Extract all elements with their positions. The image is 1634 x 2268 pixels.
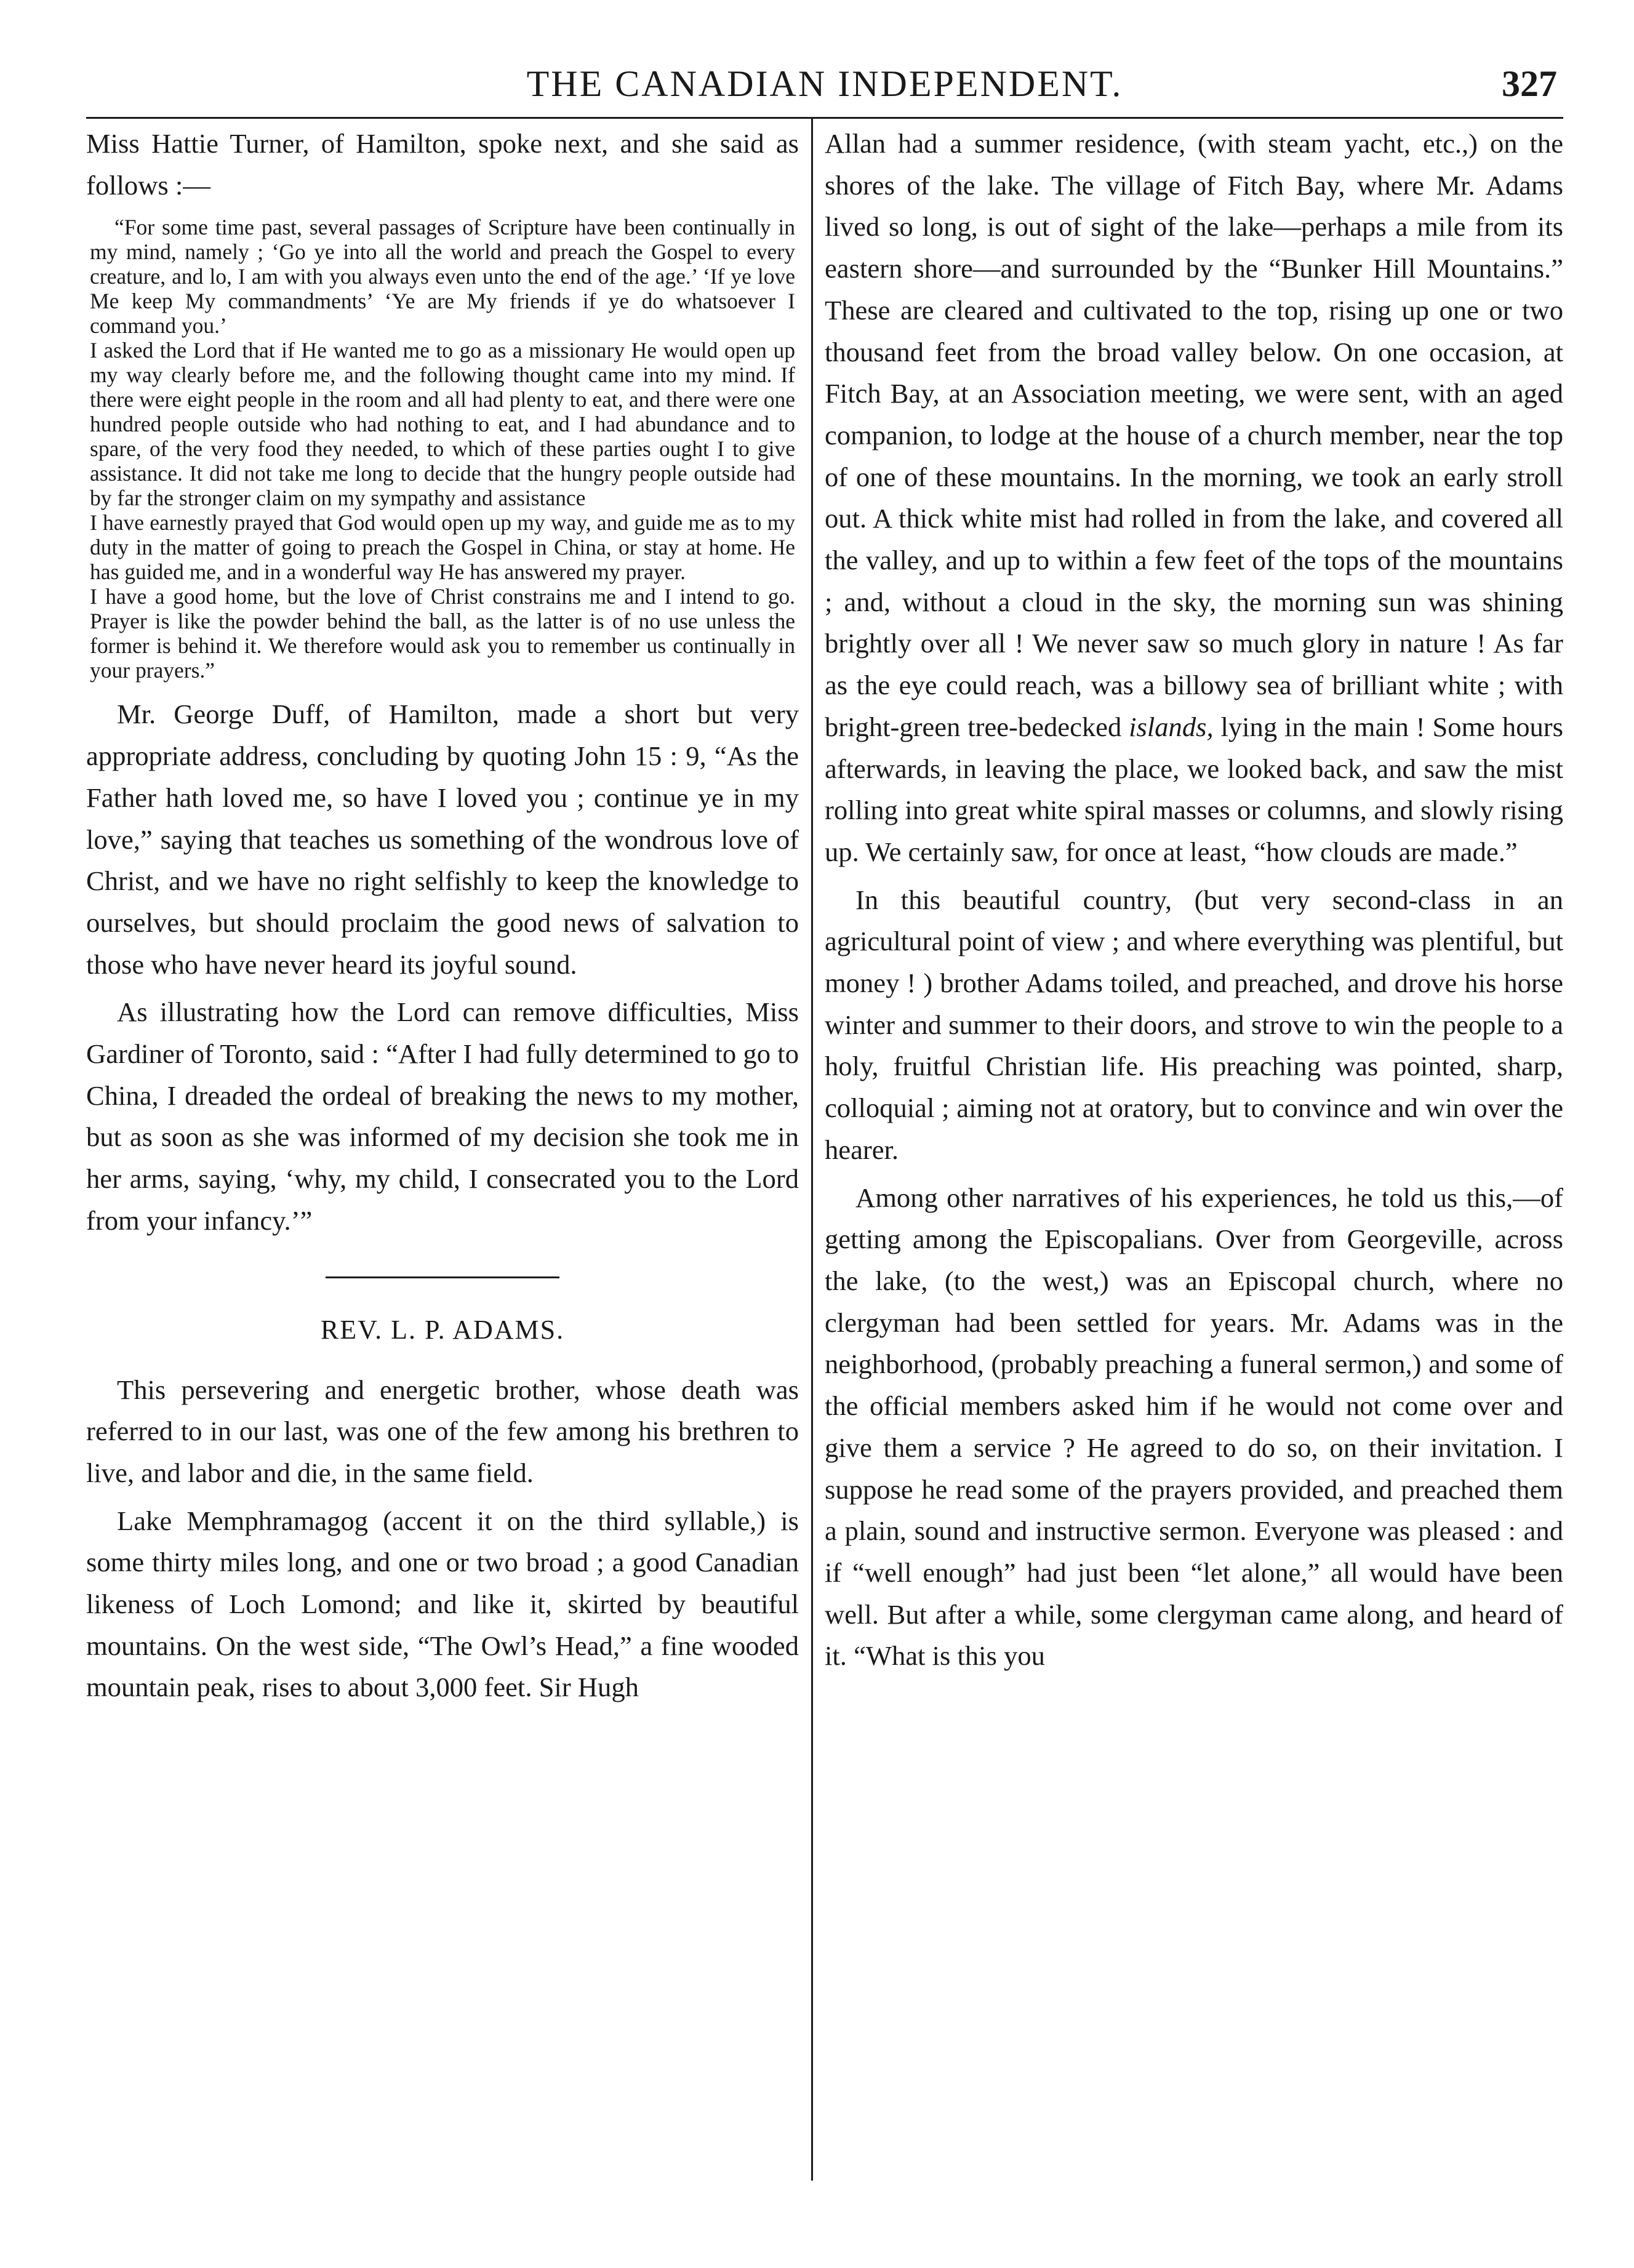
left-column <box>86 123 799 1715</box>
fitch-bay-text-b: lying in the main ! Some hours afterwards, in leaving the place, we looked back, and saw the mist rolling into great white spiral masses or columns, and slowly rising up. We certainly saw, for once at least, “how clouds are made.” <box>825 711 1563 867</box>
quote-paragraph-1: “For some time past, several passages of Scripture have been continually in my mind, namely ; ‘Go ye into all the world and preach the Gospel to every creature, and lo, I am with you always even unto the end of the age.’ ‘If ye love Me keep My commandments’ ‘Ye are My friends if ye do whatsoever I command you.’ <box>90 215 795 339</box>
adams-paragraph-1: This persevering and energetic brother, whose death was referred to in our last, was one of the few among his brethren to live, and labor and die, in the same field. <box>86 1374 799 1488</box>
turner-quote <box>86 215 799 683</box>
islands-italic: islands, <box>1129 711 1214 742</box>
page-number: 327 <box>1502 63 1557 104</box>
quote-paragraph-3: I have earnestly prayed that God would open up my way, and guide me as to my duty in the matter of going to preach the Gospel in China, or stay at home. He has guided me, and in a wonderful way He has answered my prayer. <box>90 510 795 585</box>
running-title: THE CANADIAN INDEPENDENT. <box>526 63 1123 104</box>
column-divider <box>811 119 813 2181</box>
duff-paragraph: Mr. George Duff, of Hamilton, made a short but very appropriate address, concluding by quoting John 15 : 9, “As the Father hath loved me, so have I loved you ; continue ye in my love,” saying that teaches us something of the wondrous love of Christ, and we have no right selfishly to keep the knowledge to ourselves, but should proclaim the good news of salvation to those who have never heard its joyful sound. <box>86 699 799 980</box>
header-rule <box>86 117 1563 119</box>
right-column <box>825 123 1563 1683</box>
quote-paragraph-4: I have a good home, but the love of Christ constrains me and I intend to go. Prayer is like the powder behind the ball, as the latter is of no use unless the former is behind it. We therefore would ask you to remember us continually in your prayers.” <box>90 584 795 683</box>
turner-intro-paragraph: Miss Hattie Turner, of Hamilton, spoke next, and she said as follows :— <box>86 128 799 201</box>
fitch-bay-paragraph <box>825 123 1563 873</box>
gardiner-paragraph: As illustrating how the Lord can remove difficulties, Miss Gardiner of Toronto, said : “After I had fully determined to go to China, I dreaded the ordeal of breaking the news to my mother, but as soon as she was informed of my decision she took me in her arms, saying, ‘why, my child, I consecrated you to the Lord from your infancy.’” <box>86 996 799 1236</box>
country-paragraph: In this beautiful country, (but very second-class in an agricultural point of view ; and where everything was plentiful, but money ! ) brother Adams toiled, and preached, and drove his horse winter and summer to their doors, and strove to win the people to a holy, fruitful Christian life. His preaching was pointed, sharp, colloquial ; aiming not at oratory, but to convince and win over the hearer. <box>825 884 1563 1165</box>
section-heading: REV. L. P. ADAMS. <box>320 1314 565 1345</box>
fitch-bay-text-a: Allan had a summer residence, (with steam yacht, etc.,) on the shores of the lake. The village of Fitch Bay, where Mr. Adams lived so long, is out of sight of the lake—perhaps a mile from its eastern shore—and surrounded by the “Bunker Hill Mountains.” These are cleared and cultivated to the top, rising up one or two thousand feet from the broad valley below. On one occasion, at Fitch Bay, at an Association meeting, we were sent, with an aged companion, to lodge at the house of a church member, near the top of one of these mountains. In the morning, we took an early stroll out. A thick white mist had rolled in from the lake, and covered all the valley, and up to within a few feet of the tops of the mountains ; and, without a cloud in the sky, the morning sun was shining brightly over all ! We never saw so much glory in nature ! As far as the eye could reach, was a billowy sea of brilliant white ; with bright-green tree-bedecked <box>825 128 1563 742</box>
page-header <box>86 59 1563 118</box>
episcopalians-paragraph: Among other narratives of his experiences, he told us this,—of getting among the Episcopalians. Over from Georgeville, across the lake, (to the west,) was an Episcopal church, where no clergyman had been settled for years. Mr. Adams was in the neighborhood, (probably preaching a funeral sermon,) and some of the official members asked him if he would not come over and give them a service ? He agreed to do so, on their invitation. I suppose he read some of the prayers provided, and preached them a plain, sound and instructive sermon. Everyone was pleased : and if “well enough” had just been “let alone,” all would have been well. But after a while, some clergyman came along, and heard of it. “What is this you <box>825 1182 1563 1672</box>
section-divider <box>326 1276 559 1278</box>
quote-paragraph-2: I asked the Lord that if He wanted me to go as a missionary He would open up my way clearly before me, and the following thought came into my mind. If there were eight people in the room and all had plenty to eat, and there were one hundred people outside who had nothing to eat, and I had abundance and to spare, of the very food they needed, to which of these parties ought I to give assistance. It did not take me long to decide that the hungry people outside had by far the stronger claim on my sympathy and assistance <box>90 338 795 511</box>
adams-paragraph-2: Lake Memphramagog (accent it on the third syllable,) is some thirty miles long, and one or two broad ; a good Canadian likeness of Loch Lomond; and like it, skirted by beautiful mountains. On the west side, “The Owl’s Head,” a fine wooded mountain peak, rises to about 3,000 feet. Sir Hugh <box>86 1505 799 1703</box>
